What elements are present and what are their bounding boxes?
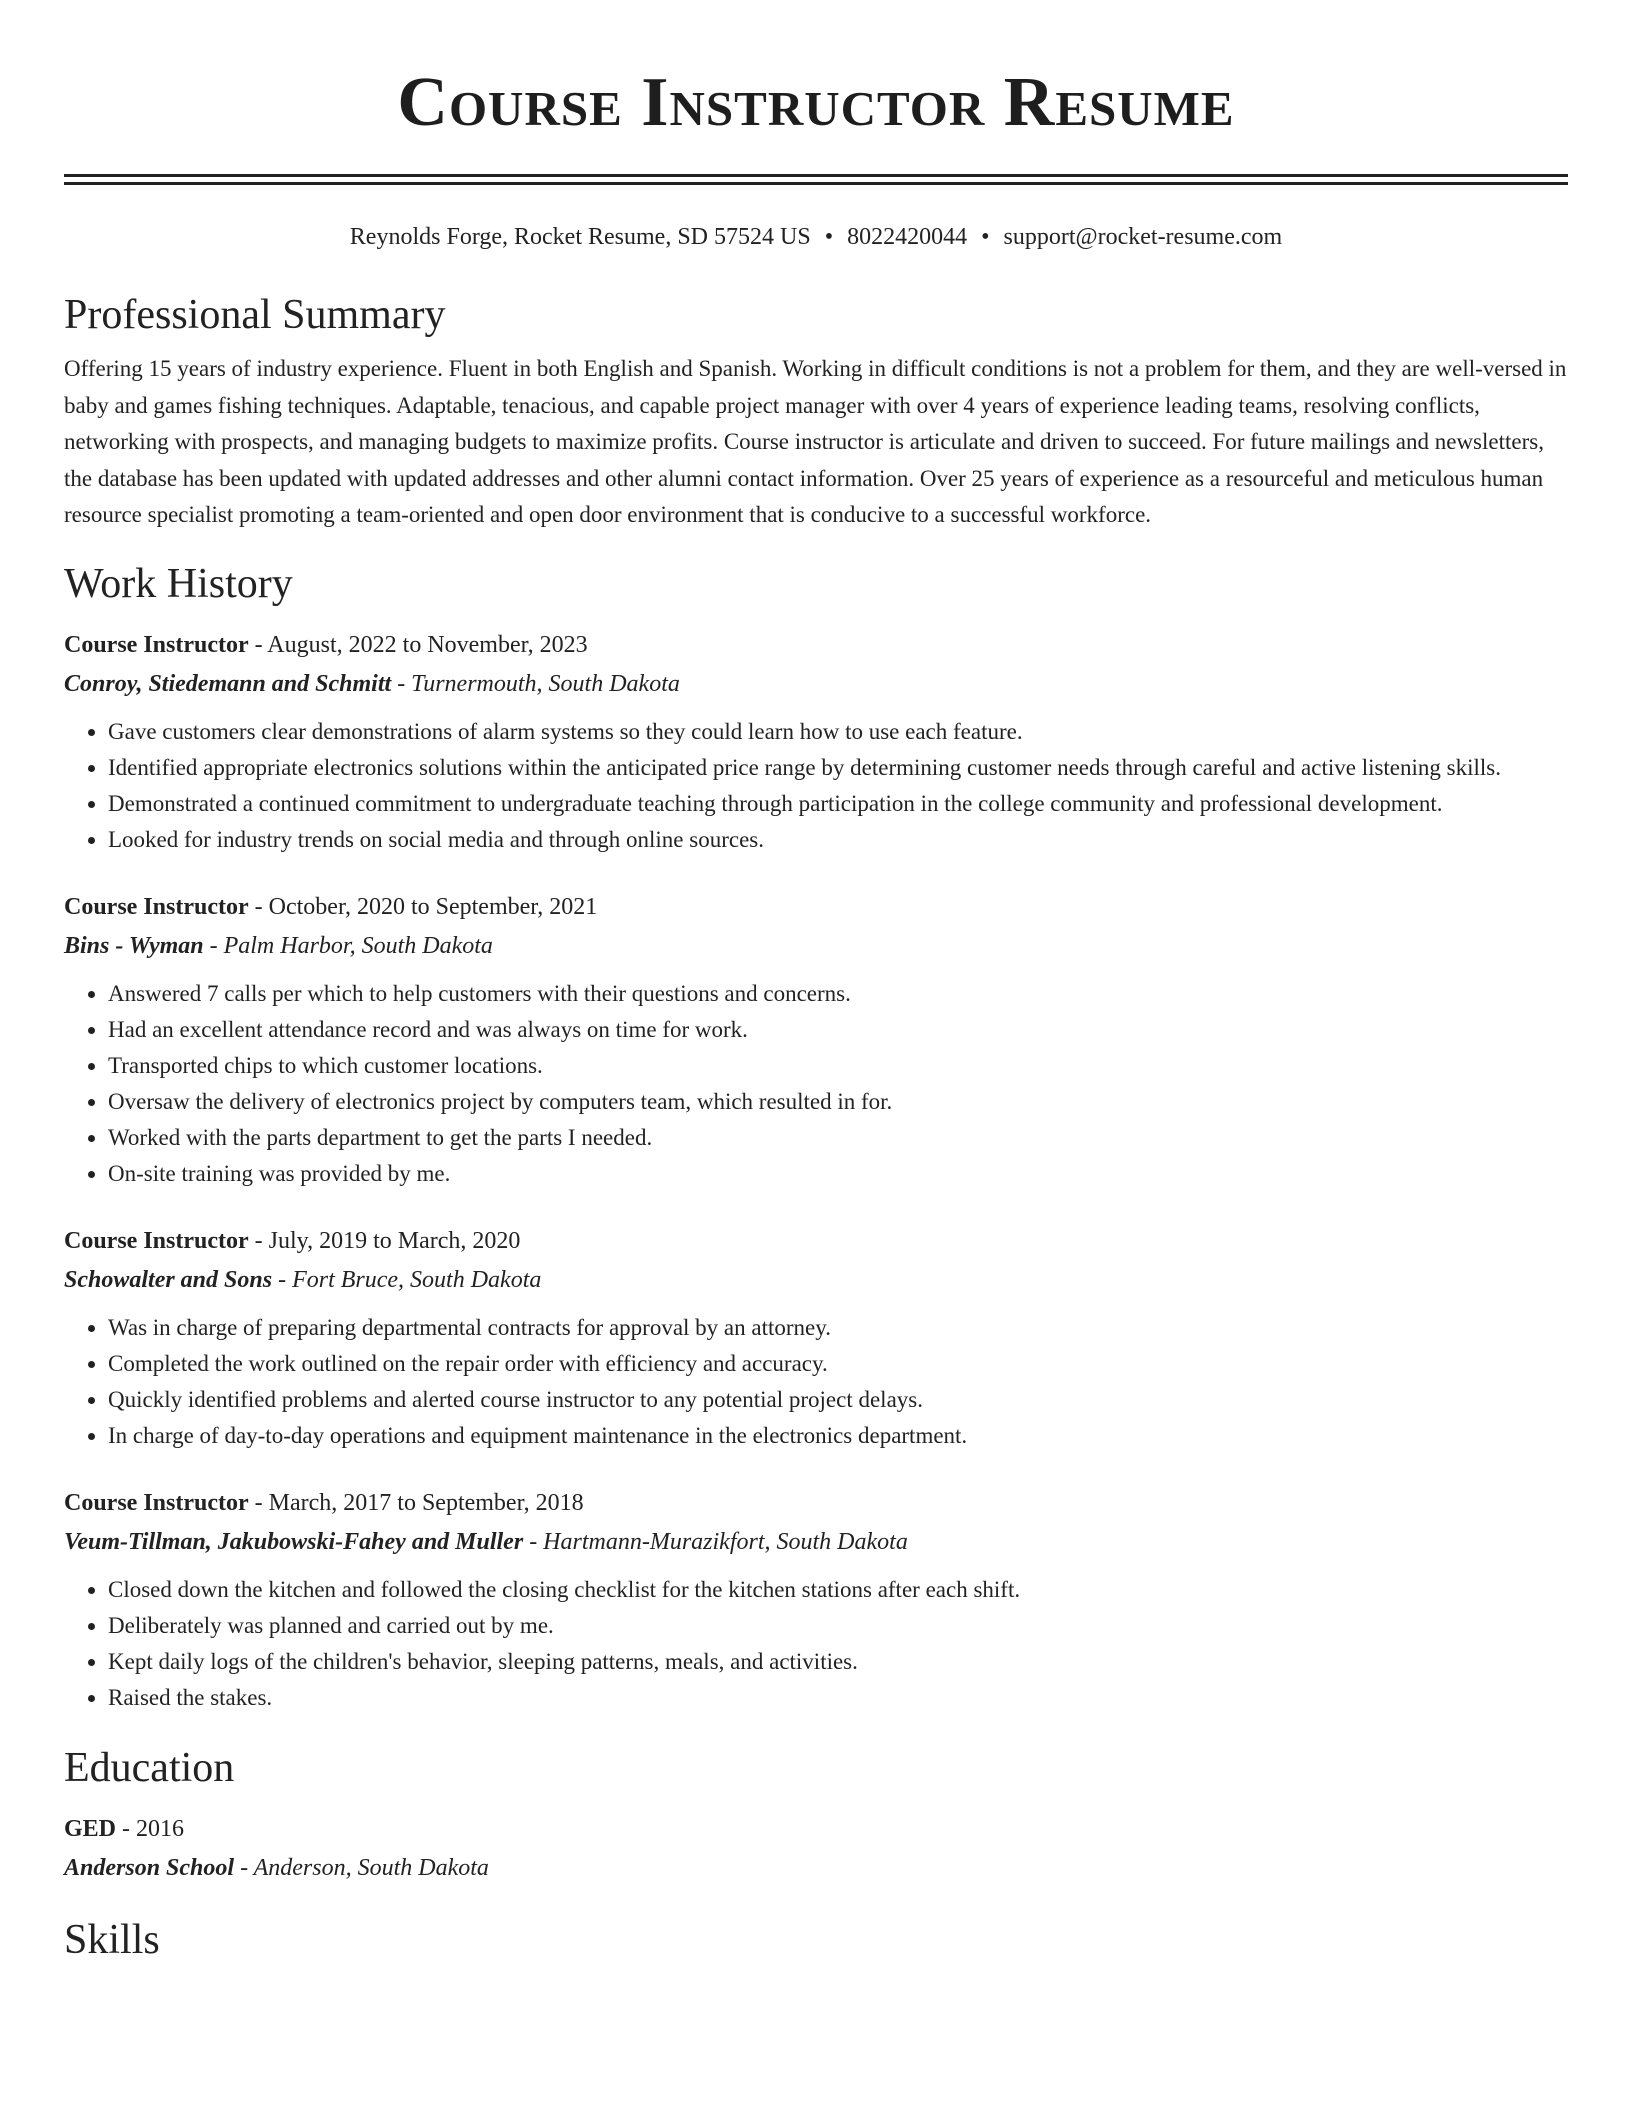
- resume-title: Course Instructor Resume: [397, 64, 1235, 141]
- job-bullet: • Oversaw the delivery of electronics project by computers team, which resulted in for.: [108, 1084, 1568, 1120]
- degree-name: GED: [64, 1815, 117, 1842]
- school-location: - Anderson, South Dakota: [234, 1854, 489, 1881]
- job-bullet: • Demonstrated a continued commitment to undergraduate teaching through participation in the college community and professional development.: [108, 786, 1568, 822]
- job-dates: - August, 2022 to November, 2023: [248, 631, 588, 658]
- company-location: - Fort Bruce, South Dakota: [272, 1266, 542, 1293]
- contact-line: [64, 221, 1568, 253]
- job-bullet: • Was in charge of preparing departmental contracts for approval by an attorney.: [108, 1310, 1568, 1346]
- contact-address: Reynolds Forge, Rocket Resume, SD 57524 US: [349, 224, 811, 250]
- company-line: [64, 665, 1568, 704]
- school-line: [64, 1849, 1568, 1888]
- job-bullet: • On-site training was provided by me.: [108, 1156, 1568, 1192]
- company-name: Conroy, Stiedemann and Schmitt: [64, 670, 392, 697]
- job-bullet: • Identified appropriate electronics solutions within the anticipated price range by determining customer needs through careful and active listening skills.: [108, 750, 1568, 786]
- job-bullet: • Closed down the kitchen and followed the closing checklist for the kitchen stations after each shift.: [108, 1572, 1568, 1608]
- job-title: Course Instructor: [64, 1227, 249, 1254]
- job-bullet: • Kept daily logs of the children's behavior, sleeping patterns, meals, and activities.: [108, 1644, 1568, 1680]
- job-title: Course Instructor: [64, 631, 249, 658]
- job-dates: - March, 2017 to September, 2018: [248, 1489, 584, 1516]
- job-bullets: [64, 1572, 1568, 1716]
- school-name: Anderson School: [64, 1854, 235, 1881]
- job-title-line: [64, 1484, 1568, 1523]
- contact-email: support@rocket-resume.com: [1003, 224, 1283, 250]
- company-line: [64, 927, 1568, 966]
- company-line: [64, 1523, 1568, 1562]
- job-bullet: • Looked for industry trends on social media and through online sources.: [108, 822, 1568, 858]
- degree-line: [64, 1810, 1568, 1849]
- job-title: Course Instructor: [64, 893, 249, 920]
- company-location: - Palm Harbor, South Dakota: [203, 932, 493, 959]
- job-title-line: [64, 1222, 1568, 1261]
- job-dates: - October, 2020 to September, 2021: [248, 893, 598, 920]
- company-line: [64, 1261, 1568, 1300]
- job-entry: [64, 888, 1568, 1192]
- education-heading: Education: [64, 1744, 235, 1791]
- contact-separator: •: [824, 224, 834, 250]
- company-location: - Turnermouth, South Dakota: [391, 670, 680, 697]
- degree-year: - 2016: [116, 1815, 185, 1842]
- job-bullet: • Answered 7 calls per which to help customers with their questions and concerns.: [108, 976, 1568, 1012]
- company-name: Bins - Wyman: [64, 932, 204, 959]
- job-bullet: • Had an excellent attendance record and was always on time for work.: [108, 1012, 1568, 1048]
- summary-heading: Professional Summary: [64, 292, 446, 338]
- job-bullet: • Raised the stakes.: [108, 1680, 1568, 1716]
- title-double-rule: [64, 174, 1568, 185]
- job-bullet: • Transported chips to which customer locations.: [108, 1048, 1568, 1084]
- job-bullet: • Gave customers clear demonstrations of alarm systems so they could learn how to use each feature.: [108, 714, 1568, 750]
- job-bullet: • Worked with the parts department to get the parts I needed.: [108, 1120, 1568, 1156]
- job-bullet: • Deliberately was planned and carried out by me.: [108, 1608, 1568, 1644]
- summary-text: Offering 15 years of industry experience. Fluent in both English and Spanish. Working in difficult conditions is not a problem for them, and they are well-versed in baby and games fishing techniques. Adaptable, tenacious, and capable project manager with over 4 years of experience leading teams, resolving conflicts, networking with prospects, and managing budgets to maximize profits. Course instructor is articulate and driven to succeed. For future mailings and newsletters, the database has been updated with updated addresses and other alumni contact information. Over 25 years of experience as a resourceful and meticulous human resource specialist promoting a team-oriented and open door environment that is conducive to a successful workforce.: [64, 356, 1567, 528]
- job-bullet: • Completed the work outlined on the repair order with efficiency and accuracy.: [108, 1346, 1568, 1382]
- company-location: - Hartmann-Murazikfort, South Dakota: [523, 1528, 908, 1555]
- work-history-heading: Work History: [64, 560, 293, 607]
- job-title-line: [64, 626, 1568, 665]
- job-bullets: [64, 976, 1568, 1192]
- job-dates: - July, 2019 to March, 2020: [248, 1227, 521, 1254]
- company-name: Schowalter and Sons: [64, 1266, 273, 1293]
- job-entry: [64, 1484, 1568, 1716]
- contact-phone: 8022420044: [847, 224, 968, 250]
- company-name: Veum-Tillman, Jakubowski-Fahey and Muller: [64, 1528, 524, 1555]
- contact-separator: •: [981, 224, 990, 250]
- job-entry: [64, 1222, 1568, 1454]
- job-entry: [64, 626, 1568, 858]
- job-bullets: [64, 714, 1568, 858]
- job-bullet: • In charge of day-to-day operations and equipment maintenance in the electronics department.: [108, 1418, 1568, 1454]
- job-bullets: [64, 1310, 1568, 1454]
- job-bullet: • Quickly identified problems and alerted course instructor to any potential project delays.: [108, 1382, 1568, 1418]
- job-title: Course Instructor: [64, 1489, 249, 1516]
- skills-heading: Skills: [64, 1916, 160, 1963]
- education-entry: [64, 1810, 1568, 1888]
- job-title-line: [64, 888, 1568, 927]
